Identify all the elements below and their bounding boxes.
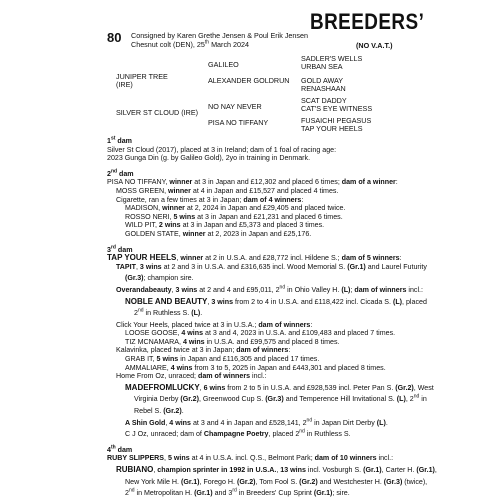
text-line: Cigarette, ran a few times at 3 in Japan; dam of 4 winners: bbox=[116, 195, 304, 204]
text-line: 2nd in Metropolitan H. (Gr.1) and 3rd in Breeders' Cup Sprint (Gr.1); sire. bbox=[125, 487, 350, 498]
text-line: C J Oz, unraced; dam of Champagne Poetry, placed 2nd in Ruthless S. bbox=[125, 428, 351, 439]
text-line: AMMALIARE, 4 wins from 3 to 5, 2025 in Japan and £443,301 and placed 8 times. bbox=[125, 363, 386, 372]
ped-dam-sire-sire: SCAT DADDY bbox=[301, 96, 347, 105]
ped-sire-dam-sire: GOLD AWAY bbox=[301, 76, 344, 85]
ped-dam-dam: PISA NO TIFFANY bbox=[208, 118, 269, 127]
section-second-dam: 2nd dam bbox=[107, 168, 134, 178]
text-line: Rebel S. (Gr.2). bbox=[134, 407, 184, 416]
description-line: Chesnut colt (DEN), 25th March 2024 bbox=[131, 39, 250, 49]
text-line: Kalavinka, placed twice at 3 in Japan; dam of winners: bbox=[116, 346, 291, 355]
text-line: RUBY SLIPPERS, 5 wins at 4 in U.S.A. incl. Q.S., Belmont Park; dam of 10 winners incl.: bbox=[107, 454, 394, 463]
text-line: LOOSE GOOSE, 4 wins at 3 and 4, 2023 in U.S.A. and £109,483 and placed 7 times. bbox=[125, 329, 396, 338]
text-line: PISA NO TIFFANY, winner at 3 in Japan and £12,302 and placed 6 times; dam of a winner: bbox=[107, 178, 398, 187]
ped-sire-sire-sire: SADLER'S WELLS bbox=[301, 54, 363, 63]
text-line: Silver St Cloud (2017), placed at 3 in Ireland; dam of 1 foal of racing age: bbox=[107, 145, 337, 154]
ped-dam-dam-dam: TAP YOUR HEELS bbox=[301, 124, 363, 133]
text-line: RUBIANO, champion sprinter in 1992 in U.S.A., 13 wins incl. Vosburgh S. (Gr.1), Carter H. (Gr.1), bbox=[116, 465, 437, 474]
text-line: WILD PIT, 2 wins at 3 in Japan and £5,373 and placed 3 times. bbox=[125, 221, 325, 230]
text-line: (Gr.3); champion sire. bbox=[125, 274, 194, 283]
ped-sire: JUNIPER TREE (IRE) bbox=[116, 72, 168, 90]
ped-sire-dam-dam: RENASHAAN bbox=[301, 84, 346, 93]
lot-header bbox=[131, 31, 308, 49]
brand-logo: BREEDERS’ bbox=[310, 9, 425, 34]
text-line: TAPIT, 3 wins at 2 and 3 in U.S.A. and £316,635 incl. Wood Memorial S. (Gr.1) and Laurel Futurity bbox=[116, 262, 427, 271]
ped-dam-dam-sire: FUSAICHI PEGASUS bbox=[301, 116, 372, 125]
section-fourth-dam: 4th dam bbox=[107, 444, 133, 454]
text-line: Overandabeauty, 3 wins at 2 and 4 and £95,011, 2nd in Ohio Valley H. (L); dam of winners incl.: bbox=[116, 284, 423, 294]
text-line: GRAB IT, 5 wins in Japan and £116,305 and placed 17 times. bbox=[125, 355, 320, 364]
ped-sire-dam: ALEXANDER GOLDRUN bbox=[208, 76, 290, 85]
text-line: 2nd in Ruthless S. (L). bbox=[134, 307, 203, 318]
text-line: NOBLE AND BEAUTY, 3 wins from 2 to 4 in U.S.A. and £118,422 incl. Cicada S. (L), placed bbox=[125, 296, 427, 306]
ped-sire-sire: GALILEO bbox=[208, 60, 239, 69]
text-line: MADEFROMLUCKY, 6 wins from 2 to 5 in U.S.A. and £928,539 incl. Peter Pan S. (Gr.2), West bbox=[125, 382, 434, 392]
text-line: 2023 Gunga Din (g. by Galileo Gold), 2yo in training in Denmark. bbox=[107, 154, 311, 163]
section-third-dam: 3rd dam bbox=[107, 244, 133, 254]
section-first-dam: 1st dam bbox=[107, 135, 132, 145]
lot-number: 80 bbox=[107, 30, 122, 45]
text-line: Home From Oz, unraced; dam of winners incl.: bbox=[116, 372, 267, 381]
text-line: TIZ MCNAMARA, 4 wins in U.S.A. and £99,575 and placed 8 times. bbox=[125, 337, 340, 346]
text-line: Click Your Heels, placed twice at 3 in U.S.A.; dam of winners: bbox=[116, 320, 313, 329]
ped-sire-sire-dam: URBAN SEA bbox=[301, 62, 343, 71]
ped-dam-sire: NO NAY NEVER bbox=[208, 102, 262, 111]
text-line: GOLDEN STATE, winner at 2, 2023 in Japan and £25,176. bbox=[125, 229, 312, 238]
text-line: MADISON, winner at 2, 2024 in Japan and £29,405 and placed twice. bbox=[125, 204, 346, 213]
text-line: A Shin Gold, 4 wins at 3 and 4 in Japan and £528,141, 2nd in Japan Dirt Derby (L). bbox=[125, 417, 388, 427]
text-line: New York Mile H. (Gr.1), Forego H. (Gr.2), Tom Fool S. (Gr.2) and Westchester H. (Gr.3) (twice), bbox=[125, 477, 428, 486]
vat-note: (NO V.A.T.) bbox=[356, 41, 393, 50]
produce-record bbox=[107, 129, 437, 498]
consignor-line: Consigned by Karen Grethe Jensen & Poul Erik Jensen bbox=[131, 31, 308, 40]
text-line: Virginia Derby (Gr.2), Greenwood Cup S. (Gr.3) and Temperence Hill Invitational S. (L), 2nd in bbox=[134, 394, 427, 404]
text-line: TAP YOUR HEELS, winner at 2 in U.S.A. and £28,772 incl. Hildene S.; dam of 5 winners: bbox=[107, 253, 402, 263]
ped-dam-sire-dam: CAT'S EYE WITNESS bbox=[301, 104, 373, 113]
text-line: MOSS GREEN, winner at 4 in Japan and £15,527 and placed 4 times. bbox=[116, 186, 339, 195]
text-line: ROSSO NERI, 5 wins at 3 in Japan and £21,231 and placed 6 times. bbox=[125, 212, 343, 221]
ped-dam: SILVER ST CLOUD (IRE) bbox=[116, 108, 199, 117]
